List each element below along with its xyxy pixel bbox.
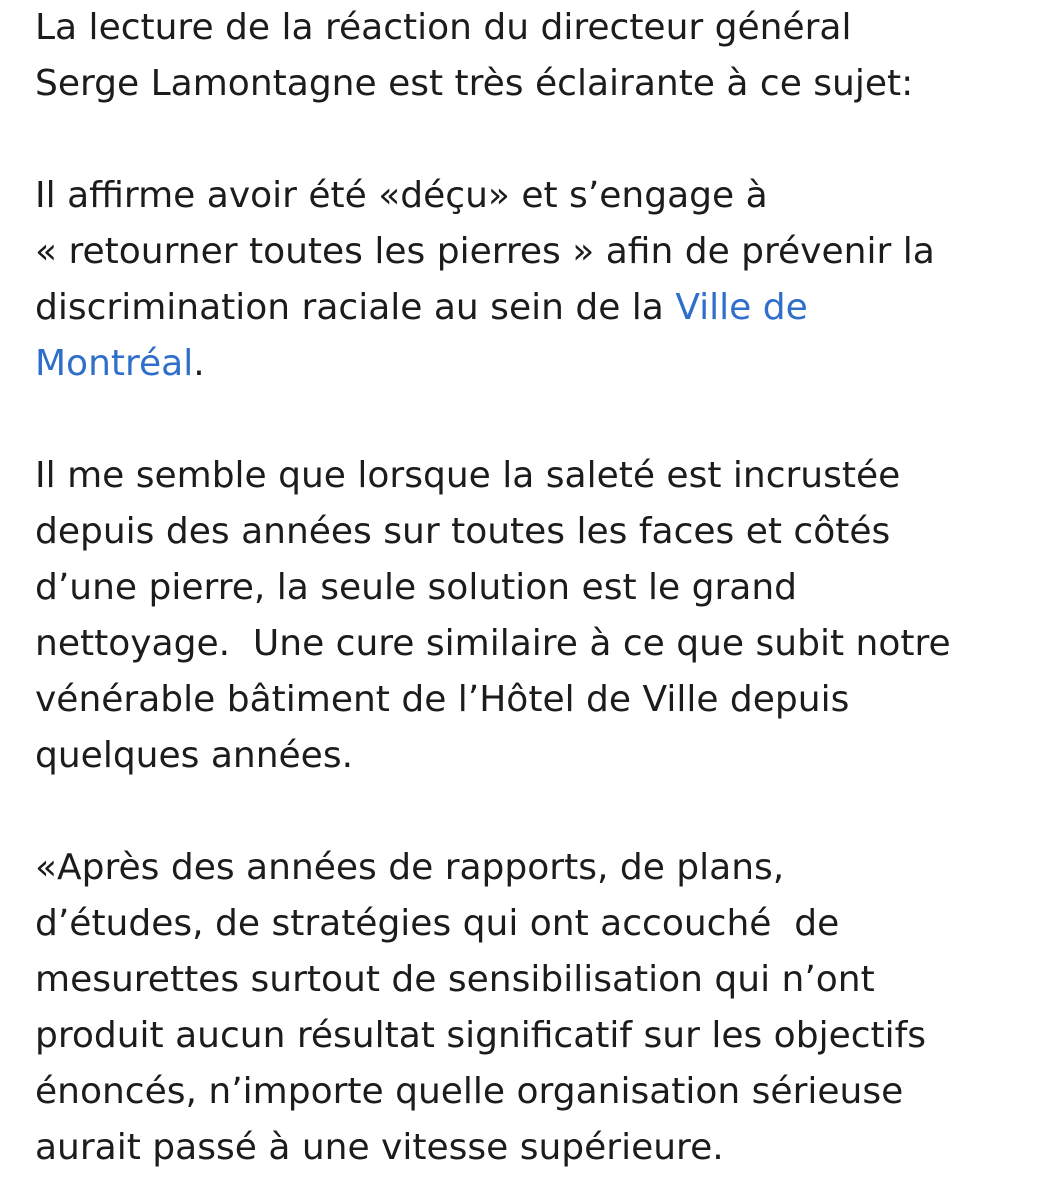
text-line: d’une pierre, la seule solution est le grand <box>35 567 797 608</box>
ville-de-montreal-link-continued[interactable]: Montréal <box>35 343 194 384</box>
text-line: d’études, de stratégies qui ont accouché de <box>35 903 840 944</box>
paragraph-3 <box>35 448 1025 784</box>
paragraph-2 <box>35 168 1025 392</box>
text-line-with-link <box>35 280 1025 336</box>
paragraph-spacer <box>35 112 1025 168</box>
paragraph-4 <box>35 840 1025 1176</box>
text-line: quelques années. <box>35 735 354 776</box>
text-fragment: . <box>193 343 205 384</box>
text-line: mesurettes surtout de sensibilisation qui n’ont <box>35 959 875 1000</box>
text-line: Il affirme avoir été «déçu» et s’engage à <box>35 175 768 216</box>
text-line: « retourner toutes les pierres » afin de prévenir la <box>35 231 935 272</box>
paragraph-spacer <box>35 784 1025 840</box>
text-line: énoncés, n’importe quelle organisation sérieuse <box>35 1071 904 1112</box>
article-text <box>35 0 1025 1176</box>
text-line: nettoyage. Une cure similaire à ce que subit notre <box>35 623 951 664</box>
ville-de-montreal-link[interactable]: Ville de <box>675 287 808 328</box>
text-line: Il me semble que lorsque la saleté est incrustée <box>35 455 901 496</box>
text-line: La lecture de la réaction du directeur général <box>35 7 852 48</box>
text-line-with-link <box>35 336 1025 392</box>
text-line: aurait passé à une vitesse supérieure. <box>35 1127 724 1168</box>
text-line: «Après des années de rapports, de plans, <box>35 847 785 888</box>
text-fragment: discrimination raciale au sein de la <box>35 287 676 328</box>
paragraph-1 <box>35 0 1025 112</box>
text-line: produit aucun résultat significatif sur les objectifs <box>35 1015 927 1056</box>
text-line: Serge Lamontagne est très éclairante à ce sujet: <box>35 63 914 104</box>
text-line: vénérable bâtiment de l’Hôtel de Ville depuis <box>35 679 850 720</box>
paragraph-spacer <box>35 392 1025 448</box>
text-line: depuis des années sur toutes les faces et côtés <box>35 511 891 552</box>
